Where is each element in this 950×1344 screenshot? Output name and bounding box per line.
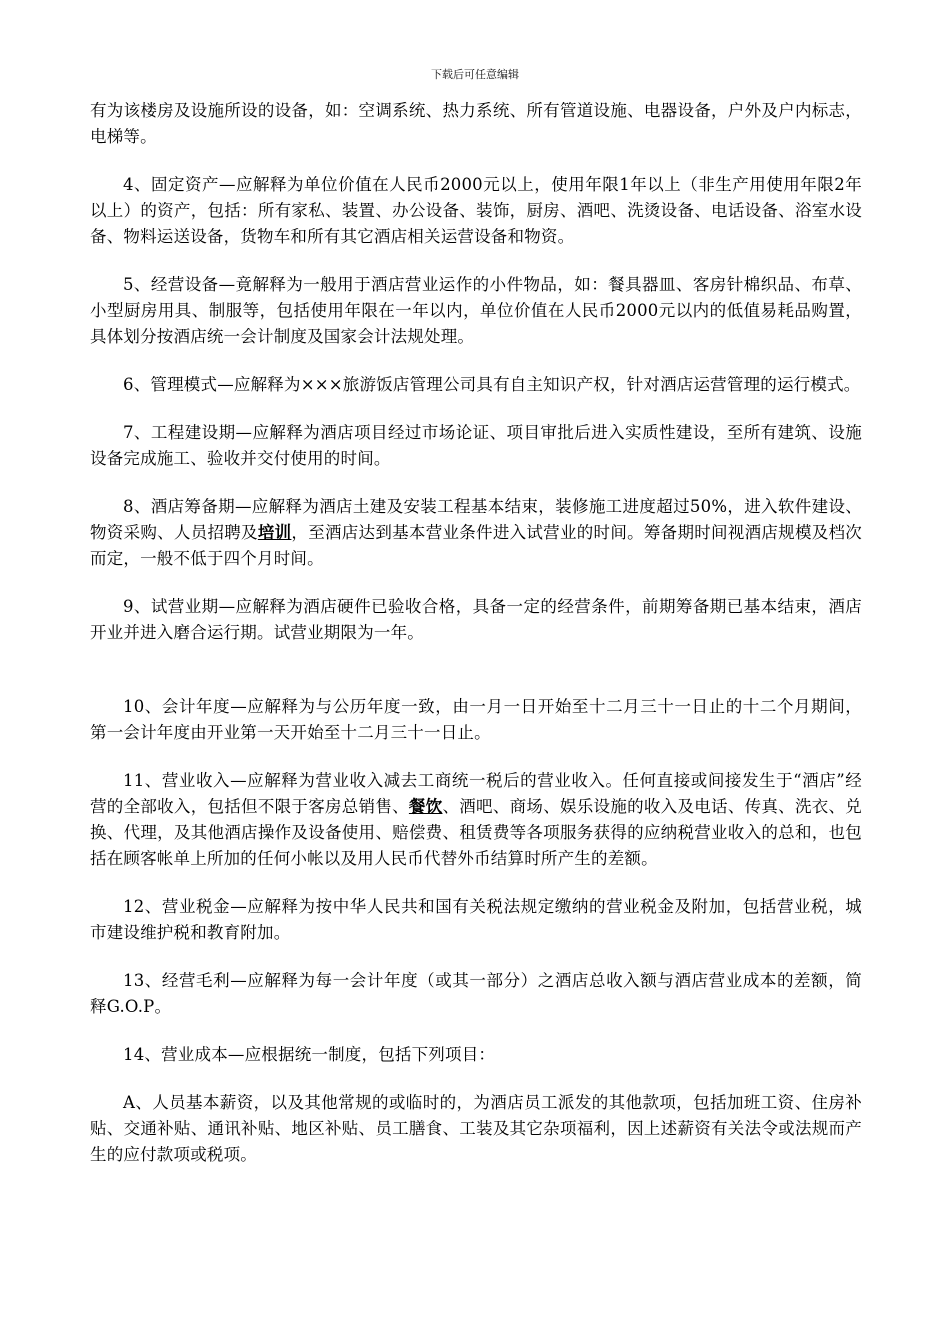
paragraph-fixed-assets: 4、固定资产—应解释为单位价值在人民币2000元以上，使用年限1年以上（非生产用使用年限2年以上）的资产，包括：所有家私、装置、办公设备、装饰，厨房、酒吧、洗烫设备、电话设备、浴室水设备、物料运送设备，货物车和所有其它酒店相关运营设备和物资。 <box>90 175 862 246</box>
page-header: 下载后可任意编辑 <box>431 68 519 81</box>
keyword-link-catering[interactable]: 餐饮 <box>408 797 443 816</box>
paragraph-text: 、酒吧、商场、娱乐设施的收入及电话、传真、洗衣、兑换、代理，及其他酒店操作及设备使用、赔偿费、租赁费等各项服务获得的应纳税营业收入的总和，也包括在顾客帐单上所加的任何小帐以及用人民币代替外币结算时所产生的差额。 <box>90 797 863 868</box>
document-body <box>90 98 862 1190</box>
paragraph-text: 8、酒店筹备期—应解释为酒店土建及安装工程基本结束，装修施工进度超过50%，进入软件建设、物资采购、人员招聘及 <box>90 497 862 542</box>
paragraph-construction-period: 7、工程建设期—应解释为酒店项目经过市场论证、项目审批后进入实质性建设，至所有建筑、设施设备完成施工、验收并交付使用的时间。 <box>90 423 862 468</box>
paragraph-preparation-period <box>90 494 862 572</box>
paragraph-operating-cost: 14、营业成本—应根据统一制度，包括下列项目： <box>123 1045 496 1064</box>
paragraph-text: 11、营业收入—应解释为营业收入减去工商统一税后的营业收入。任何直接或间接发生于“酒店”经营的全部收入，包括但不限于客房总销售、 <box>90 771 862 816</box>
paragraph-gross-operating-profit: 13、经营毛利—应解释为每一会计年度（或其一部分）之酒店总收入额与酒店营业成本的差额，简释G.O.P。 <box>90 971 862 1016</box>
paragraph-operating-revenue <box>90 768 862 872</box>
paragraph-trial-operation: 9、试营业期—应解释为酒店硬件已验收合格，具备一定的经营条件，前期筹备期已基本结束，酒店开业并进入磨合运行期。试营业期限为一年。 <box>90 597 862 642</box>
paragraph-fiscal-year: 10、会计年度—应解释为与公历年度一致，由一月一日开始至十二月三十一日止的十二个月期间，第一会计年度由开业第一天开始至十二月三十一日止。 <box>90 697 862 742</box>
paragraph-business-tax: 12、营业税金—应解释为按中华人民共和国有关税法规定缴纳的营业税金及附加，包括营业税，城市建设维护税和教育附加。 <box>90 897 862 942</box>
paragraph-management-model: 6、管理模式—应解释为×××旅游饭店管理公司具有自主知识产权，针对酒店运营管理的运行模式。 <box>123 375 861 394</box>
paragraph-text: ，至酒店达到基本营业条件进入试营业的时间。筹备期时间视酒店规模及档次而定，一般不低于四个月时间。 <box>90 523 862 568</box>
paragraph-operating-equipment: 5、经营设备—竟解释为一般用于酒店营业运作的小件物品，如：餐具器皿、客房针棉织品、布草、小型厨房用具、制服等，包括使用年限在一年以内，单位价值在人民币2000元以内的低值易耗品购置，具体划分按酒店统一会计制度及国家会计法规处理。 <box>90 275 862 346</box>
keyword-link-training[interactable]: 培训 <box>257 523 292 542</box>
paragraph-equipment-continued: 有为该楼房及设施所设的设备，如：空调系统、热力系统、所有管道设施、电器设备，户外及户内标志，电梯等。 <box>90 101 862 146</box>
paragraph-item-a: A、人员基本薪资，以及其他常规的或临时的，为酒店员工派发的其他款项，包括加班工资、住房补贴、交通补贴、通讯补贴、地区补贴、员工膳食、工装及其它杂项福利，因上述薪资有关法令或法规而产生的应付款项或税项。 <box>90 1093 862 1164</box>
